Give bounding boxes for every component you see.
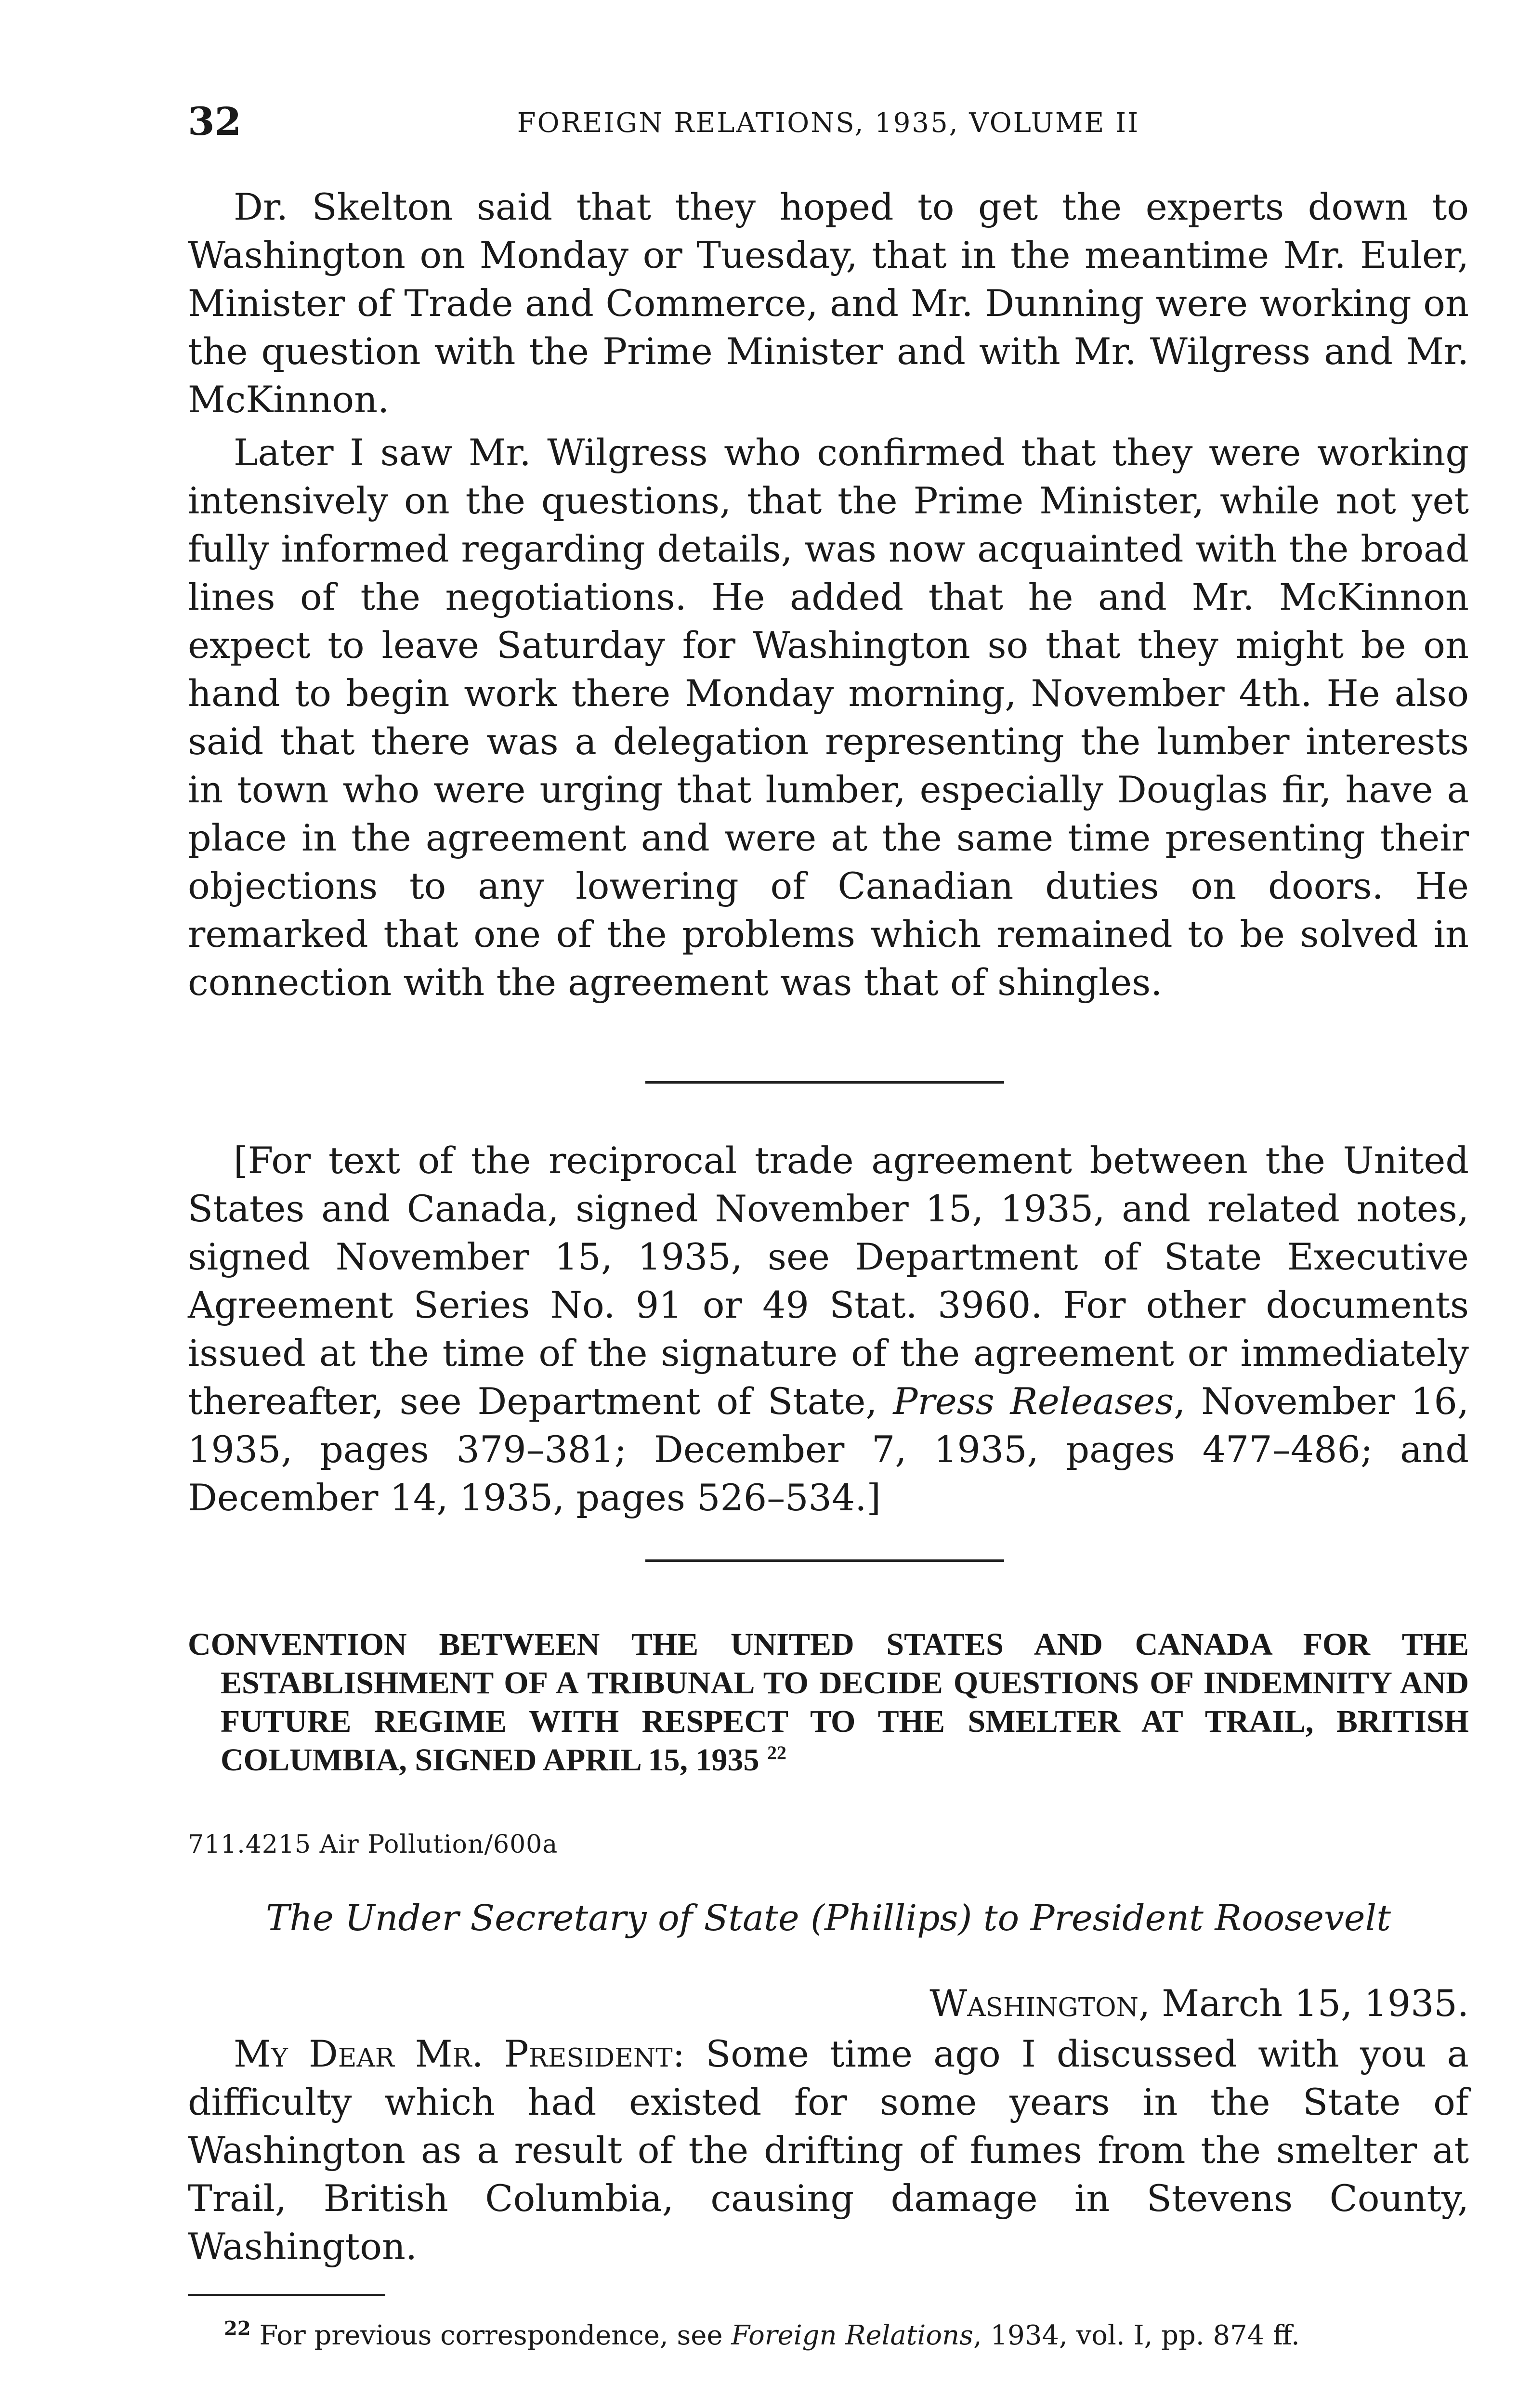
editorial-note-part1: [For text of the reciprocal trade agreement between the United States and Canada, signed November 15, 1935, and related notes, signed November 15, 1935, see Department of State Executive Agreement Series No. 91 or 49 Stat. 3960. For other documents issued at the time of the signature of the agreement or immediately thereafter, see Department of State, xyxy=(188,1139,1469,1423)
footnote-text-after: , 1934, vol. I, pp. 874 ff. xyxy=(973,2320,1300,2351)
section-heading xyxy=(188,1625,1469,1780)
letter-text: : Some time ago I discussed with you a difficulty which had existed for some years in the State of Washington as a result of the drifting of fumes from the smelter at Trail, British Columbia, causing damage in Stevens County, Washington. xyxy=(188,2032,1469,2268)
footnote-marker: 22 xyxy=(224,2317,251,2340)
paragraph-skelton xyxy=(188,183,1469,424)
file-reference: 711.4215 Air Pollution/600a xyxy=(188,1830,558,1859)
editorial-note-part2: , November 16, 1935, pages 379–381; December 7, 1935, pages 477–486; and December 14, 1935, pages 526–534.] xyxy=(188,1380,1469,1519)
page-number: 32 xyxy=(188,99,242,144)
editorial-note-text xyxy=(188,1137,1469,1522)
running-title: FOREIGN RELATIONS, 1935, VOLUME II xyxy=(517,107,1140,139)
section-divider xyxy=(645,1081,1004,1084)
section-heading-text: CONVENTION BETWEEN THE UNITED STATES AND CANADA FOR THE ESTABLISHMENT OF A TRIBUNAL TO DECIDE QUESTIONS OF INDEMNITY AND FUTURE REGIME WITH RESPECT TO THE SMELTER AT TRAIL, BRITISH COLUMBIA, SIGNED APRIL 15, 1935 xyxy=(188,1627,1469,1778)
letter-body xyxy=(188,2030,1469,2271)
footnote-divider xyxy=(188,2294,385,2296)
paragraph-wilgress xyxy=(188,429,1469,1007)
dateline-date: , March 15, 1935. xyxy=(1138,1982,1469,2025)
letter-paragraph xyxy=(188,2030,1469,2271)
footnote xyxy=(188,2319,1469,2353)
footnote-reference: 22 xyxy=(767,1742,786,1764)
paragraph-text: Later I saw Mr. Wilgress who confirmed that they were working intensively on the questions, that the Prime Minister, while not yet fully informed regarding details, was now acquainted with the broad lines of the negotiations. He added that he and Mr. McKinnon expect to leave Saturday for Washington so that they might be on hand to begin work there Monday morning, November 4th. He also said that there was a delegation representing the lumber interests in town who were urging that lumber, especially Douglas fir, have a place in the agreement and were at the same time presenting their objections to any lowering of Canadian duties on doors. He remarked that one of the problems which remained to be solved in connection with the agreement was that of shingles. xyxy=(188,431,1469,1004)
foreign-relations-title: Foreign Relations xyxy=(731,2320,973,2351)
dateline xyxy=(188,1982,1469,2025)
dateline-place: Washington xyxy=(929,1982,1138,2025)
section-divider xyxy=(645,1559,1004,1562)
editorial-note xyxy=(188,1137,1469,1522)
paragraph-text: Dr. Skelton said that they hoped to get the experts down to Washington on Monday or Tuesday, that in the meantime Mr. Euler, Minister of Trade and Commerce, and Mr. Dunning were working on the question with the Prime Minister and with Mr. Wilgress and Mr. McKinnon. xyxy=(188,185,1469,421)
footnote-text-before: For previous correspondence, see xyxy=(250,2320,732,2351)
salutation: My Dear Mr. President xyxy=(234,2032,673,2075)
document-title: The Under Secretary of State (Phillips) to President Roosevelt xyxy=(266,1898,1391,1939)
running-head xyxy=(188,99,1469,152)
press-releases-title: Press Releases xyxy=(893,1380,1174,1423)
